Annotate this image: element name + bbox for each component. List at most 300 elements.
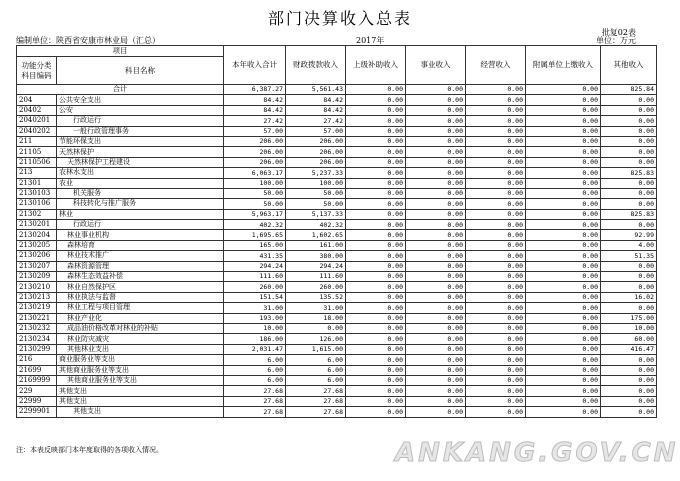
meta-row <box>16 35 636 45</box>
row-value: 0.00 <box>601 407 657 417</box>
row-value: 0.00 <box>526 126 601 136</box>
row-value: 0.00 <box>466 292 526 302</box>
row-value: 0.00 <box>526 272 601 282</box>
row-value: 0.00 <box>346 375 406 385</box>
row-value: 0.00 <box>526 178 601 188</box>
row-value: 10.00 <box>224 323 286 333</box>
row-value: 126.00 <box>286 334 346 344</box>
row-value: 5,237.33 <box>286 168 346 178</box>
row-name: 农业 <box>57 178 224 188</box>
row-code: 2130219 <box>17 303 57 313</box>
row-value: 0.00 <box>466 209 526 219</box>
row-value: 0.00 <box>526 116 601 126</box>
row-name: 其他支出 <box>57 386 224 396</box>
row-value: 380.00 <box>286 251 346 261</box>
row-value: 0.00 <box>406 230 466 240</box>
row-code: 213 <box>17 168 57 178</box>
row-value: 0.00 <box>346 157 406 167</box>
row-value: 0.00 <box>346 168 406 178</box>
row-value: 51.35 <box>601 251 657 261</box>
row-value: 0.00 <box>526 334 601 344</box>
form-number: 批复02表 <box>601 28 636 37</box>
total-value: 5,561.43 <box>286 85 346 95</box>
row-value: 0.00 <box>526 344 601 354</box>
row-value: 0.00 <box>526 220 601 230</box>
compiling-unit: 编制单位：陕西省安康市林业局（汇总） <box>16 36 160 45</box>
row-value: 6.00 <box>224 375 286 385</box>
header-col: 其他收入 <box>601 46 657 85</box>
row-value: 27.68 <box>286 407 346 417</box>
row-value: 6.00 <box>224 355 286 365</box>
row-value: 0.00 <box>346 407 406 417</box>
row-value: 0.00 <box>466 220 526 230</box>
row-value: 0.00 <box>346 251 406 261</box>
header-col: 经营收入 <box>466 46 526 85</box>
row-value: 57.00 <box>286 126 346 136</box>
row-value: 0.00 <box>526 209 601 219</box>
row-value: 0.00 <box>601 199 657 209</box>
row-code: 2130206 <box>17 251 57 261</box>
row-value: 1,695.65 <box>224 230 286 240</box>
total-value: 0.00 <box>466 85 526 95</box>
row-value: 84.42 <box>286 105 346 115</box>
row-value: 50.00 <box>286 199 346 209</box>
row-value: 0.00 <box>406 95 466 105</box>
row-code: 2130234 <box>17 334 57 344</box>
row-name: 林业 <box>57 209 224 219</box>
row-value: 0.00 <box>346 261 406 271</box>
row-value: 175.00 <box>601 313 657 323</box>
row-value: 0.00 <box>601 272 657 282</box>
row-value: 0.00 <box>601 188 657 198</box>
row-value: 1,615.00 <box>286 344 346 354</box>
table-row <box>17 323 657 333</box>
row-value: 27.68 <box>224 386 286 396</box>
row-value: 206.00 <box>286 147 346 157</box>
row-code: 2130106 <box>17 199 57 209</box>
row-value: 0.00 <box>466 272 526 282</box>
row-value: 0.00 <box>526 95 601 105</box>
row-value: 0.00 <box>466 240 526 250</box>
row-name: 一般行政管理事务 <box>57 126 224 136</box>
row-value: 84.42 <box>286 95 346 105</box>
table-row <box>17 199 657 209</box>
row-name: 商业服务业等支出 <box>57 355 224 365</box>
row-code: 2110506 <box>17 157 57 167</box>
row-code: 216 <box>17 355 57 365</box>
row-value: 206.00 <box>286 157 346 167</box>
row-value: 0.00 <box>526 365 601 375</box>
row-value: 206.00 <box>224 136 286 146</box>
table-row <box>17 136 657 146</box>
total-label: 合计 <box>17 85 224 95</box>
row-value: 0.00 <box>466 303 526 313</box>
row-value: 0.00 <box>406 313 466 323</box>
row-value: 0.00 <box>526 168 601 178</box>
row-name: 其他支出 <box>57 396 224 406</box>
row-name: 林业事业机构 <box>57 230 224 240</box>
row-value: 27.68 <box>224 407 286 417</box>
row-value: 0.00 <box>601 136 657 146</box>
row-value: 0.00 <box>406 157 466 167</box>
row-value: 206.00 <box>224 147 286 157</box>
row-name: 机关服务 <box>57 188 224 198</box>
row-value: 0.00 <box>601 95 657 105</box>
row-value: 92.99 <box>601 230 657 240</box>
table-row <box>17 126 657 136</box>
row-value: 0.00 <box>346 230 406 240</box>
row-value: 0.00 <box>466 230 526 240</box>
row-value: 0.00 <box>601 147 657 157</box>
row-value: 0.00 <box>526 105 601 115</box>
row-value: 2,031.47 <box>224 344 286 354</box>
row-value: 0.00 <box>466 157 526 167</box>
table-body <box>17 85 657 418</box>
row-value: 0.00 <box>406 386 466 396</box>
table-row <box>17 272 657 282</box>
row-value: 57.00 <box>224 126 286 136</box>
row-value: 0.00 <box>346 323 406 333</box>
row-code: 2130209 <box>17 272 57 282</box>
row-value: 0.00 <box>526 386 601 396</box>
row-value: 0.00 <box>601 303 657 313</box>
row-value: 0.00 <box>346 272 406 282</box>
row-value: 0.00 <box>526 292 601 302</box>
table-row <box>17 292 657 302</box>
table-row <box>17 334 657 344</box>
row-value: 0.00 <box>601 386 657 396</box>
row-value: 0.00 <box>466 386 526 396</box>
row-value: 18.00 <box>286 313 346 323</box>
row-value: 402.32 <box>224 220 286 230</box>
row-value: 0.00 <box>526 407 601 417</box>
row-value: 0.00 <box>466 188 526 198</box>
row-value: 0.00 <box>346 209 406 219</box>
row-value: 0.00 <box>406 199 466 209</box>
row-value: 0.00 <box>406 272 466 282</box>
row-name: 公安 <box>57 105 224 115</box>
row-value: 206.00 <box>286 136 346 146</box>
row-value: 27.42 <box>286 116 346 126</box>
row-value: 0.00 <box>526 136 601 146</box>
table-row <box>17 95 657 105</box>
row-value: 0.00 <box>406 126 466 136</box>
row-code: 21105 <box>17 147 57 157</box>
row-value: 165.00 <box>224 240 286 250</box>
row-value: 0.00 <box>346 355 406 365</box>
row-value: 0.00 <box>346 188 406 198</box>
row-value: 6.00 <box>286 365 346 375</box>
row-code: 211 <box>17 136 57 146</box>
row-value: 0.00 <box>466 375 526 385</box>
row-code: 21699 <box>17 365 57 375</box>
row-value: 0.00 <box>346 105 406 115</box>
row-value: 0.00 <box>466 168 526 178</box>
row-value: 260.00 <box>224 282 286 292</box>
row-value: 0.00 <box>346 303 406 313</box>
row-value: 260.00 <box>286 282 346 292</box>
total-value: 6,387.27 <box>224 85 286 95</box>
table-row <box>17 116 657 126</box>
row-value: 0.00 <box>466 396 526 406</box>
report-year: 2017年 <box>356 36 385 45</box>
row-value: 0.00 <box>466 95 526 105</box>
table-row <box>17 157 657 167</box>
table-row <box>17 344 657 354</box>
row-name: 农林水支出 <box>57 168 224 178</box>
row-value: 0.00 <box>406 344 466 354</box>
row-value: 0.00 <box>346 313 406 323</box>
table-row <box>17 261 657 271</box>
table-row <box>17 240 657 250</box>
row-value: 31.00 <box>286 303 346 313</box>
row-value: 0.00 <box>601 157 657 167</box>
row-name: 其他商业服务业等支出 <box>57 365 224 375</box>
row-code: 2130213 <box>17 292 57 302</box>
row-value: 0.00 <box>406 261 466 271</box>
table-row <box>17 188 657 198</box>
header-name: 科目名称 <box>57 57 224 85</box>
row-value: 0.00 <box>601 355 657 365</box>
row-value: 0.00 <box>406 251 466 261</box>
row-value: 50.00 <box>224 188 286 198</box>
row-value: 0.00 <box>406 334 466 344</box>
row-value: 0.00 <box>406 375 466 385</box>
row-value: 0.00 <box>601 220 657 230</box>
table-row <box>17 375 657 385</box>
row-value: 0.00 <box>346 365 406 375</box>
row-name: 其他林业支出 <box>57 344 224 354</box>
row-value: 0.00 <box>526 147 601 157</box>
row-value: 151.54 <box>224 292 286 302</box>
row-value: 0.00 <box>601 375 657 385</box>
row-value: 0.00 <box>466 199 526 209</box>
row-value: 0.00 <box>526 396 601 406</box>
row-code: 2130205 <box>17 240 57 250</box>
row-value: 206.00 <box>224 157 286 167</box>
row-name: 天然林保护工程建设 <box>57 157 224 167</box>
row-value: 0.00 <box>466 147 526 157</box>
row-value: 6.00 <box>224 365 286 375</box>
row-value: 1,602.65 <box>286 230 346 240</box>
row-value: 0.00 <box>406 116 466 126</box>
row-value: 0.00 <box>526 157 601 167</box>
header-col: 上级补助收入 <box>346 46 406 85</box>
row-code: 2130201 <box>17 220 57 230</box>
row-name: 森林生态效益补偿 <box>57 272 224 282</box>
row-value: 0.00 <box>466 116 526 126</box>
row-value: 0.00 <box>526 240 601 250</box>
row-name: 林业工程与项目管理 <box>57 303 224 313</box>
row-value: 27.68 <box>286 386 346 396</box>
row-value: 0.00 <box>526 313 601 323</box>
row-value: 6.00 <box>286 375 346 385</box>
row-name: 林业防灾减灾 <box>57 334 224 344</box>
total-value: 0.00 <box>346 85 406 95</box>
table-row <box>17 355 657 365</box>
row-value: 0.00 <box>346 178 406 188</box>
row-code: 21301 <box>17 178 57 188</box>
row-value: 0.00 <box>526 323 601 333</box>
row-value: 0.00 <box>406 292 466 302</box>
row-value: 0.00 <box>601 116 657 126</box>
table-row <box>17 407 657 417</box>
row-value: 0.00 <box>466 178 526 188</box>
row-value: 4.00 <box>601 240 657 250</box>
row-code: 2040201 <box>17 116 57 126</box>
row-value: 10.00 <box>601 323 657 333</box>
row-name: 林业技术推广 <box>57 251 224 261</box>
row-code: 2130204 <box>17 230 57 240</box>
row-value: 0.00 <box>346 334 406 344</box>
row-value: 0.00 <box>526 261 601 271</box>
row-value: 0.00 <box>346 199 406 209</box>
row-value: 135.52 <box>286 292 346 302</box>
row-value: 0.00 <box>406 209 466 219</box>
row-value: 0.00 <box>601 178 657 188</box>
header-project: 项目 <box>17 46 224 57</box>
row-code: 22999 <box>17 396 57 406</box>
table-row <box>17 303 657 313</box>
row-name: 林业产业化 <box>57 313 224 323</box>
row-value: 161.00 <box>286 240 346 250</box>
total-value: 0.00 <box>406 85 466 95</box>
row-value: 27.42 <box>224 116 286 126</box>
row-value: 0.00 <box>406 105 466 115</box>
row-value: 294.24 <box>224 261 286 271</box>
row-value: 0.00 <box>466 365 526 375</box>
row-value: 0.00 <box>346 240 406 250</box>
table-row <box>17 251 657 261</box>
row-value: 0.00 <box>406 136 466 146</box>
row-value: 0.00 <box>286 323 346 333</box>
table-row <box>17 147 657 157</box>
header-col: 财政拨款收入 <box>286 46 346 85</box>
row-value: 0.00 <box>346 126 406 136</box>
row-value: 111.60 <box>286 272 346 282</box>
row-value: 6,063.17 <box>224 168 286 178</box>
row-value: 0.00 <box>466 136 526 146</box>
row-value: 0.00 <box>346 147 406 157</box>
row-code: 2169999 <box>17 375 57 385</box>
row-value: 431.35 <box>224 251 286 261</box>
row-value: 0.00 <box>526 251 601 261</box>
row-value: 0.00 <box>526 375 601 385</box>
row-value: 0.00 <box>406 282 466 292</box>
row-value: 0.00 <box>466 126 526 136</box>
row-value: 27.68 <box>286 396 346 406</box>
row-name: 林业自然保护区 <box>57 282 224 292</box>
row-code: 2130210 <box>17 282 57 292</box>
row-value: 50.00 <box>224 199 286 209</box>
row-value: 193.00 <box>224 313 286 323</box>
table-row <box>17 396 657 406</box>
row-value: 16.02 <box>601 292 657 302</box>
row-value: 0.00 <box>346 282 406 292</box>
row-value: 60.00 <box>601 334 657 344</box>
table-row <box>17 105 657 115</box>
row-code: 21302 <box>17 209 57 219</box>
row-value: 6.00 <box>286 355 346 365</box>
row-value: 0.00 <box>346 396 406 406</box>
row-value: 0.00 <box>406 303 466 313</box>
row-code: 229 <box>17 386 57 396</box>
row-code: 2130103 <box>17 188 57 198</box>
row-value: 0.00 <box>406 407 466 417</box>
row-value: 402.32 <box>286 220 346 230</box>
row-value: 84.42 <box>224 95 286 105</box>
row-value: 0.00 <box>526 355 601 365</box>
row-value: 0.00 <box>406 188 466 198</box>
row-value: 0.00 <box>346 95 406 105</box>
row-value: 0.00 <box>346 136 406 146</box>
row-value: 0.00 <box>466 355 526 365</box>
row-value: 0.00 <box>346 386 406 396</box>
row-value: 0.00 <box>466 344 526 354</box>
row-value: 0.00 <box>346 116 406 126</box>
row-value: 50.00 <box>286 188 346 198</box>
row-value: 0.00 <box>406 220 466 230</box>
table-row <box>17 209 657 219</box>
row-value: 294.24 <box>286 261 346 271</box>
row-value: 0.00 <box>406 147 466 157</box>
row-value: 0.00 <box>526 230 601 240</box>
table-row <box>17 178 657 188</box>
row-value: 0.00 <box>601 396 657 406</box>
row-value: 0.00 <box>406 323 466 333</box>
row-value: 0.00 <box>526 199 601 209</box>
row-name: 节能环保支出 <box>57 136 224 146</box>
row-value: 0.00 <box>601 126 657 136</box>
row-value: 5,137.33 <box>286 209 346 219</box>
row-value: 0.00 <box>406 178 466 188</box>
table-row <box>17 386 657 396</box>
row-code: 2130232 <box>17 323 57 333</box>
row-value: 100.00 <box>224 178 286 188</box>
total-value: 825.84 <box>601 85 657 95</box>
table-row <box>17 168 657 178</box>
table-row <box>17 230 657 240</box>
row-code: 204 <box>17 95 57 105</box>
row-value: 0.00 <box>526 282 601 292</box>
header-col: 附属单位上缴收入 <box>526 46 601 85</box>
total-row <box>17 85 657 95</box>
row-value: 825.83 <box>601 168 657 178</box>
row-value: 0.00 <box>466 282 526 292</box>
row-value: 0.00 <box>466 313 526 323</box>
row-value: 0.00 <box>406 396 466 406</box>
row-code: 20402 <box>17 105 57 115</box>
row-value: 27.68 <box>224 396 286 406</box>
row-value: 825.83 <box>601 209 657 219</box>
table-row <box>17 220 657 230</box>
header-code: 功能分类 科目编码 <box>17 57 57 85</box>
header-col: 事业收入 <box>406 46 466 85</box>
table-row <box>17 282 657 292</box>
income-summary-table <box>16 45 657 418</box>
header-col: 本年收入合计 <box>224 46 286 85</box>
row-code: 2299901 <box>17 407 57 417</box>
table-row <box>17 313 657 323</box>
row-value: 0.00 <box>466 105 526 115</box>
row-value: 0.00 <box>346 220 406 230</box>
row-name: 行政运行 <box>57 116 224 126</box>
row-value: 100.00 <box>286 178 346 188</box>
row-value: 0.00 <box>466 251 526 261</box>
row-name: 林业执法与监督 <box>57 292 224 302</box>
row-value: 0.00 <box>466 323 526 333</box>
row-value: 0.00 <box>601 261 657 271</box>
